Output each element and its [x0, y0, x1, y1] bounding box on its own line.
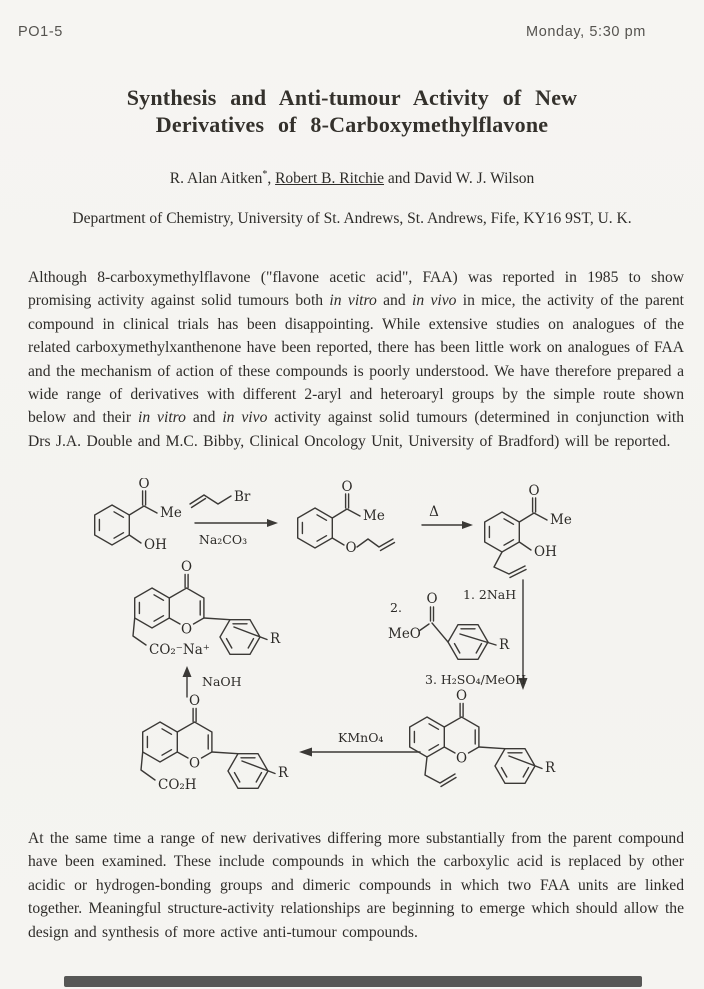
authors-line: R. Alan Aitken*, Robert B. Ritchie and David W. J. Wilson: [169, 169, 535, 188]
reaction-scheme-figure: [20, 478, 684, 822]
arrow-kmno4: [299, 730, 420, 757]
label-carboxylate: CO₂⁻Na⁺: [149, 642, 210, 658]
label-ester-r: R: [499, 637, 510, 653]
label-br: Br: [234, 489, 251, 505]
label-carbonyl-o: O: [181, 559, 193, 575]
label-meo: MeO: [388, 626, 421, 642]
scan-artifact-bar: [64, 976, 642, 987]
label-carbonyl-o: O: [528, 483, 540, 499]
arrow-allylation: [190, 489, 278, 547]
label-r: R: [278, 765, 289, 781]
structure-allyl-ether: [298, 479, 395, 556]
label-step2: 2.: [390, 600, 402, 615]
label-oh: OH: [534, 544, 557, 560]
structure-hydroxyacetophenone: [95, 478, 182, 553]
structure-allyl-flavone: [410, 688, 556, 787]
label-r: R: [270, 631, 281, 647]
label-delta: Δ: [429, 504, 439, 520]
label-carbonyl-o: O: [138, 478, 150, 492]
label-ester-o: O: [426, 591, 438, 607]
arrow-cyclisation: [388, 580, 528, 690]
session-code: PO1-5: [18, 24, 63, 40]
label-r: R: [545, 760, 556, 776]
label-na2co3: Na₂CO₃: [198, 532, 248, 547]
session-time: Monday, 5:30 pm: [526, 24, 646, 40]
label-kmno4: KMnO₄: [338, 730, 384, 745]
structure-allyl-phenol: [485, 483, 572, 578]
paper-title-line2: Derivatives of 8-Carboxymethylflavone: [155, 112, 549, 137]
arrow-claisen: [422, 504, 473, 529]
label-ring-o: O: [181, 621, 193, 638]
paper-title: [0, 84, 704, 138]
abstract-paragraph-2: At the same time a range of new derivatives differing more substantially from the parent compound have been examined. These include compounds in which the carboxylic acid is replaced by other acidic or hydrogen-bonding groups and dimeric compounds in which two FAA units are linked together. Meaningful structure-activity relationships are beginning to emerge which should allow the design and synthesis of more active anti-tumour compounds.: [28, 830, 684, 941]
label-ring-o: O: [189, 755, 201, 772]
label-me: Me: [160, 505, 182, 521]
label-step1: 1. 2NaH: [463, 587, 517, 602]
affiliation-line: Department of Chemistry, University of St. Andrews, St. Andrews, Fife, KY16 9ST, U. K.: [72, 210, 632, 227]
label-me: Me: [550, 512, 572, 528]
label-carbonyl-o: O: [456, 688, 468, 704]
label-step3: 3. H₂SO₄/MeOH: [425, 672, 527, 687]
structure-flavone-salt: [133, 559, 281, 658]
label-naoh: NaOH: [202, 674, 242, 689]
label-carbonyl-o: O: [189, 693, 201, 709]
label-ring-o: O: [456, 750, 468, 767]
label-co2h: CO₂H: [158, 777, 197, 793]
structure-flavone-acid: [141, 693, 289, 793]
label-carbonyl-o: O: [341, 479, 353, 495]
label-me: Me: [363, 508, 385, 524]
label-ring-o: O: [345, 540, 357, 556]
abstract-paragraph-1: Although 8-carboxymethylflavone ("flavone acetic acid", FAA) was reported in 1985 to show promising activity against solid tumours both in vitro and in vivo in mice, the activity of the parent compound in clinical trials has been disappointing. While extensive studies on analogues of the related carboxymethylxanthenone have been reported, there has been little work on analogues of FAA and the mechanism of action of these compounds is poorly understood. We have therefore prepared a wide range of derivatives with different 2-aryl and heteroaryl groups by the simple route shown below and their in vitro and in vivo activity against solid tumours (determined in conjunction with Drs J.A. Double and M.C. Bibby, Clinical Oncology Unit, University of Bradford) will be reported.: [28, 269, 685, 450]
paper-title-line1: Synthesis and Anti-tumour Activity of New: [126, 85, 578, 110]
label-oh: OH: [144, 537, 167, 553]
